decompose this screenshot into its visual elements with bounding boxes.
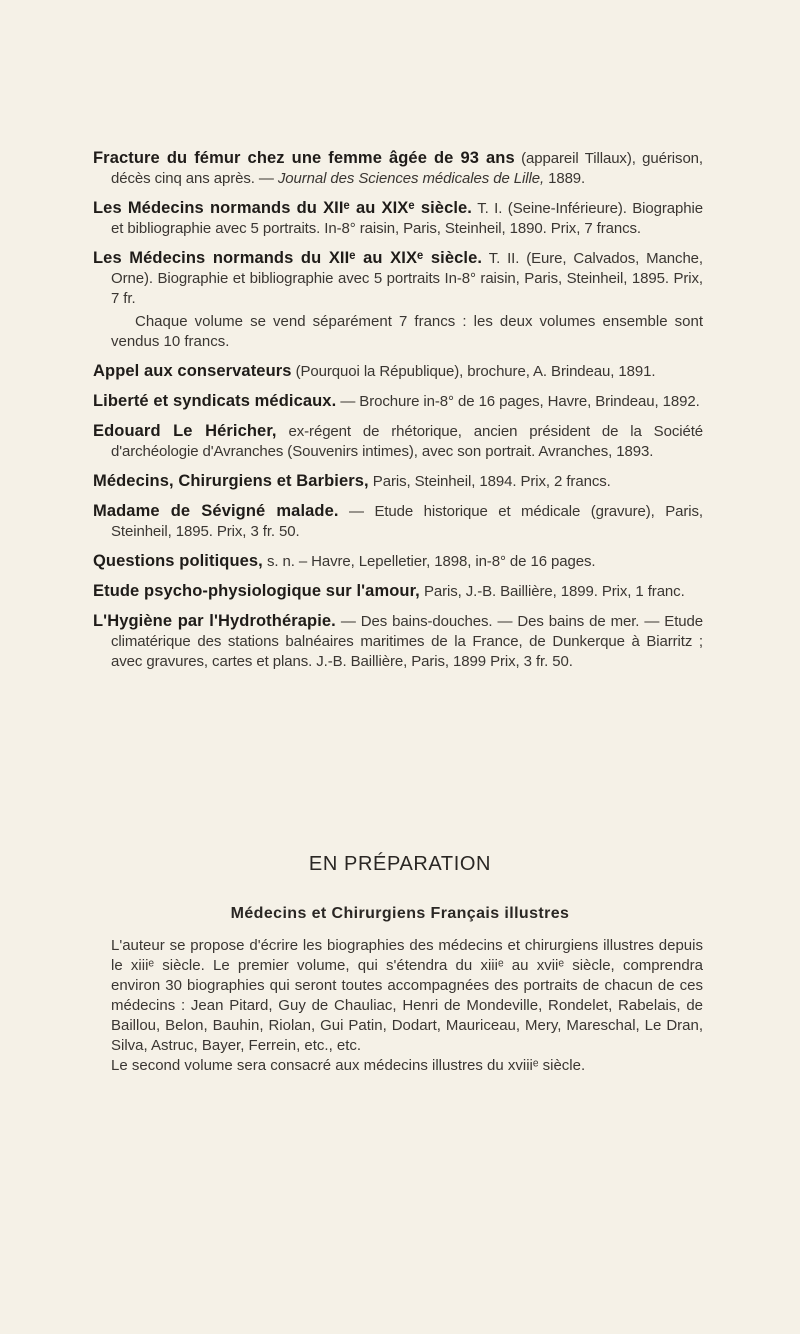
entry-description: (Pourquoi la République), brochure, A. Brindeau, 1891. bbox=[291, 363, 656, 380]
entry-title: Etude psycho-physiologique sur l'amour, bbox=[93, 582, 420, 600]
entry-title: Les Médecins normands du XIIᵉ au XIXᵉ siècle. bbox=[93, 249, 483, 267]
entry-description: T. II. (Eure, Calvados, Manche, Orne). Biographie et bibliographie avec 5 portraits In-8° raisin, Paris, Steinheil, 1895. Prix, 7 fr. bbox=[111, 250, 703, 307]
bibliography-entry bbox=[93, 611, 703, 672]
entry-description: Paris, Steinheil, 1894. Prix, 2 francs. bbox=[368, 473, 611, 490]
bibliography-entry bbox=[93, 148, 703, 189]
entry-title: Appel aux conservateurs bbox=[93, 362, 292, 380]
entry-description: s. n. – Havre, Lepelletier, 1898, in-8° de 16 pages. bbox=[262, 553, 596, 570]
entry-title: L'Hygiène par l'Hydrothérapie. bbox=[93, 612, 336, 630]
entry-description: Paris, J.-B. Baillière, 1899. Prix, 1 franc. bbox=[419, 583, 685, 600]
preparation-paragraph: L'auteur se propose d'écrire les biographies des médecins et chirurgiens illustres depuis le xiiiᵉ siècle. Le premier volume, qui s'étendra du xiiiᵉ au xviiᵉ siècle, comprendra environ 30 biographies qui seront toutes accompagnées des portraits de chacun de ces médecins : Jean Pitard, Guy de Chauliac, Henri de Mondeville, Rondelet, Rabelais, de Baillou, Belon, Bauhin, Riolan, Gui Patin, Dodart, Mauriceau, Mery, Mareschal, Le Dran, Silva, Astruc, Bayer, Ferrein, etc., etc. bbox=[111, 937, 703, 1054]
bibliography-entry bbox=[93, 198, 703, 239]
entry-title: Liberté et syndicats médicaux. bbox=[93, 392, 337, 410]
bibliography-entry bbox=[93, 551, 703, 572]
entry-title: Edouard Le Héricher, bbox=[93, 422, 277, 440]
bibliography-entry bbox=[93, 471, 703, 492]
entry-description: T. I. (Seine-Inférieure). Biographie et bibliographie avec 5 portraits. In-8° raisin, Paris, Steinheil, 1890. Prix, 7 francs. bbox=[111, 200, 703, 237]
entry-description: (appareil Tillaux), guérison, décès cinq ans après. — bbox=[111, 150, 703, 187]
section-subheading: Médecins et Chirurgiens Français illustres bbox=[230, 905, 570, 922]
section-heading: EN PRÉPARATION bbox=[308, 853, 492, 875]
price-note: Chaque volume se vend séparément 7 francs : les deux volumes ensemble sont vendus 10 francs. bbox=[111, 313, 703, 350]
entry-description: — Des bains-douches. — Des bains de mer. — Etude climatérique des stations balnéaires maritimes de la France, de Dunkerque à Biarritz ; avec gravures, cartes et plans. J.-B. Baillière, Paris, 1899 Prix, 3 fr. 50. bbox=[111, 613, 703, 670]
entry-description: ex-régent de rhétorique, ancien président de la Société d'archéologie d'Avranches (Souvenirs intimes), avec son portrait. Avranches, 1893. bbox=[111, 423, 704, 460]
bibliography-entry bbox=[93, 501, 703, 542]
bibliography-entry bbox=[93, 361, 703, 382]
entry-title: Madame de Sévigné malade. bbox=[93, 502, 339, 520]
preparation-paragraph: Le second volume sera consacré aux médecins illustres du xviiiᵉ siècle. bbox=[111, 1057, 586, 1074]
bibliography-entry bbox=[93, 391, 703, 412]
entry-description: — Brochure in-8° de 16 pages, Havre, Brindeau, 1892. bbox=[336, 393, 700, 410]
entry-year: 1889. bbox=[544, 170, 586, 187]
entry-title: Les Médecins normands du XIIᵉ au XIXᵉ siècle. bbox=[93, 199, 472, 217]
entry-title: Médecins, Chirurgiens et Barbiers, bbox=[93, 472, 369, 490]
entry-description: — Etude historique et médicale (gravure), Paris, Steinheil, 1895. Prix, 3 fr. 50. bbox=[111, 503, 703, 540]
preparation-description bbox=[111, 936, 703, 1076]
bibliography-list bbox=[93, 148, 703, 681]
entry-title: Fracture du fémur chez une femme âgée de 93 ans bbox=[93, 149, 515, 167]
bibliography-entry bbox=[93, 581, 703, 602]
entry-journal: Journal des Sciences médicales de Lille, bbox=[277, 170, 545, 187]
entry-title: Questions politiques, bbox=[93, 552, 263, 570]
bibliography-entry bbox=[93, 421, 703, 462]
bibliography-entry bbox=[93, 248, 703, 309]
